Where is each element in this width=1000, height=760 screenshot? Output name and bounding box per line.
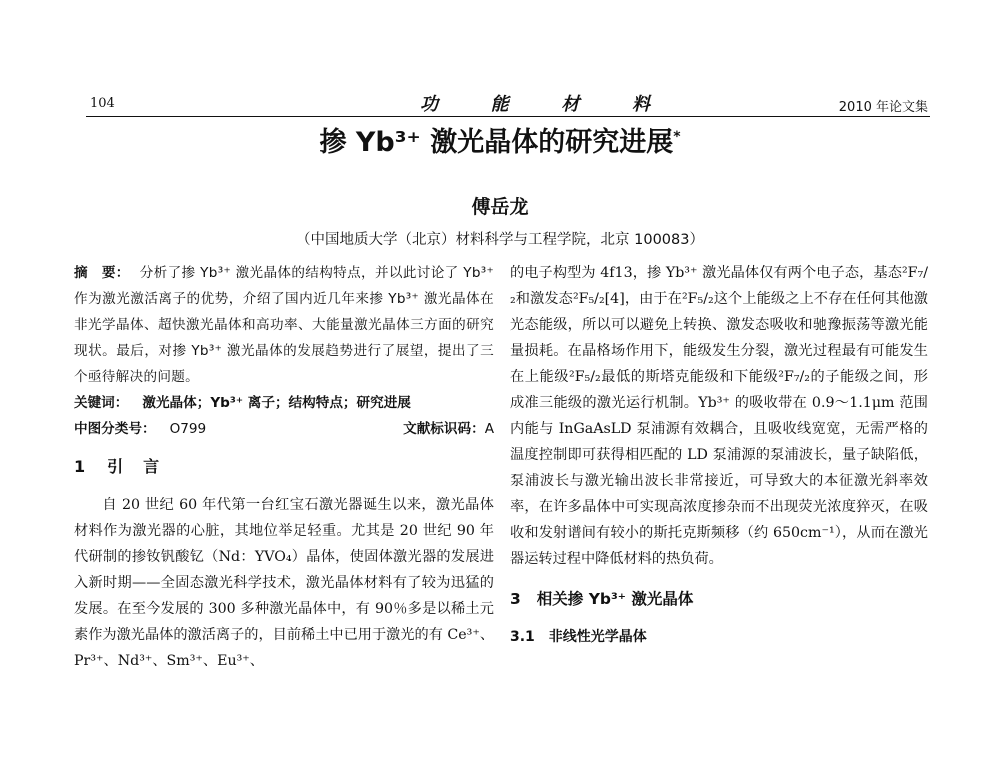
issue-label: 2010 年论文集 [838, 100, 928, 115]
left-column [74, 260, 494, 674]
keywords [74, 390, 494, 416]
section-number: 3 [510, 590, 521, 608]
right-column [510, 260, 928, 650]
keywords-label: 关键词： [74, 395, 129, 411]
journal-char: 功 [420, 94, 438, 115]
intro-paragraph: 自 20 世纪 60 年代第一台红宝石激光器诞生以来，激光晶体材料作为激光器的心脏，其地位举足轻重。尤其是 20 世纪 90 年代研制的掺钕钒酸钇（Nd：YVO₄）晶体，使固体激光器的发展进入新时期——全固态激光科学技术，激光晶体材料有了较为迅猛的发展。在至今发展的 300 多种激光晶体中，有 90％多是以稀土元素作为激光晶体的激活离子的，目前稀土中已用于激光的有 Ce³⁺、Pr³⁺、Nd³⁺、Sm³⁺、Eu³⁺、 [74, 497, 495, 669]
abstract-label: 摘 要： [74, 265, 130, 281]
keywords-text: 激光晶体；Yb³⁺ 离子；结构特点；研究进展 [142, 395, 411, 411]
journal-char: 能 [490, 94, 509, 115]
journal-char: 材 [561, 94, 580, 115]
body-paragraph: 的电子构型为 4f13，掺 Yb³⁺ 激光晶体仅有两个电子态，基态²F₇/₂和激发态²F₅/₂[4]，由于在²F₅/₂这个上能级之上不存在任何其他激光态能级，所以可以避免上转换、激发态吸收和驰豫振荡等激光能量损耗。在晶格场作用下，能级发生分裂，激光过程最有可能发生在上能级²F₅/₂最低的斯塔克能级和下能级²F₇/₂的子能级之间，形成准三能级的激光运行机制。Yb³⁺ 的吸收带在 0.9～1.1μm 范围内能与 InGaAsLD 泵浦源有效耦合，且吸收线宽宽，无需严格的温度控制即可获得相匹配的 LD 泵浦源的泵浦波长，量子缺陷低，泵浦波长与激光输出波长非常接近，可导致大的本征激光斜率效率，在许多晶体中可实现高浓度掺杂而不出现荧光浓度猝灭，在吸收和发射谱间有较小的斯托克斯频移（约 650cm⁻¹），从而在激光器运转过程中降低材料的热负荷。 [510, 265, 928, 567]
affiliation: （中国地质大学（北京）材料科学与工程学院，北京 100083） [296, 232, 704, 248]
abstract [74, 260, 494, 390]
subsection-heading: 3.1 非线性光学晶体 [510, 629, 647, 645]
journal-char: 料 [631, 94, 650, 115]
paper-title [0, 120, 1000, 159]
author-name: 傅岳龙 [471, 196, 529, 218]
classification-value: O799 [169, 421, 207, 437]
section-heading [510, 586, 928, 612]
doc-code-label: 文献标识码： [403, 421, 485, 437]
section-number: 1 [74, 457, 86, 476]
title-text: 掺 Yb³⁺ 激光晶体的研究进展 [319, 127, 674, 158]
title-footnote-mark: * [673, 129, 681, 145]
section-title: 引 言 [107, 457, 162, 476]
section-title: 相关掺 Yb³⁺ 激光晶体 [536, 590, 694, 608]
header-rule [86, 116, 930, 117]
abstract-text: 分析了掺 Yb³⁺ 激光晶体的结构特点，并以此讨论了 Yb³⁺ 作为激光激活离子的优势，介绍了国内近几年来掺 Yb³⁺ 激光晶体在非光学晶体、超快激光晶体和高功率、大能量激光晶体三方面的研究现状。最后，对掺 Yb³⁺ 激光晶体的发展趋势进行了展望，提出了三个亟待解决的问题。 [74, 265, 494, 385]
section-heading [74, 454, 494, 480]
journal-name [420, 90, 650, 116]
classification-line [74, 416, 494, 442]
page-number: 104 [90, 96, 115, 111]
doc-code-value: A [484, 421, 494, 437]
classification-label: 中图分类号： [74, 421, 156, 437]
